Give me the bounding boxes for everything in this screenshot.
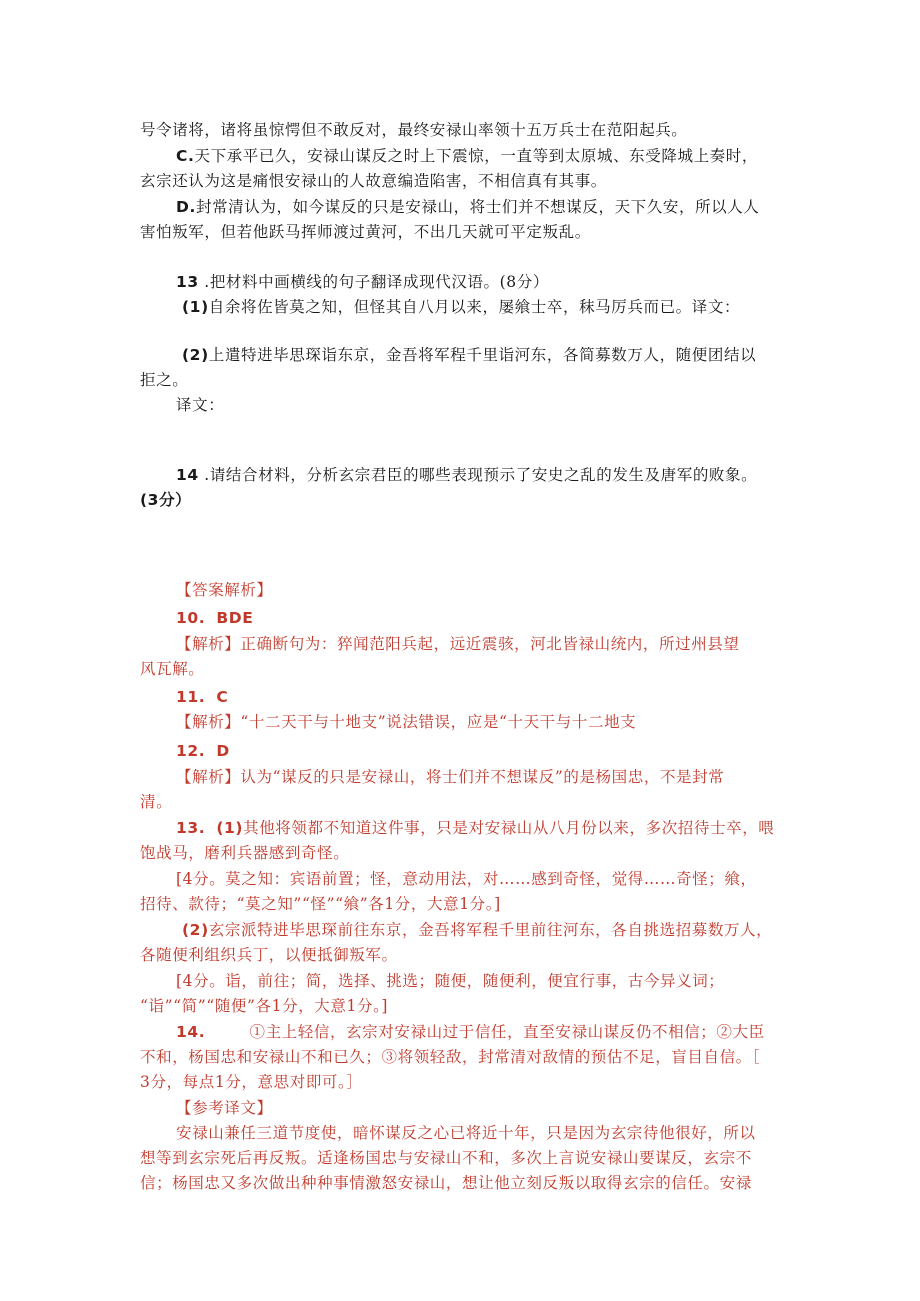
question-13-2-line-2: 拒之。	[140, 371, 189, 389]
question-13-2-translation-label: 译文：	[176, 396, 225, 414]
answer-12-explanation-2: 清。	[140, 793, 173, 811]
question-13-2-number: (2)	[182, 346, 209, 364]
question-13-1-text: 自余将佐皆莫之知，但怪其自八月以来，屡飨士卒，秣马厉兵而已。译文：	[208, 298, 741, 316]
option-c-line-1	[176, 146, 758, 166]
question-13-number: 13	[176, 273, 199, 291]
answer-13-2-number: (2)	[182, 921, 209, 939]
answer-13-1-line-1	[176, 818, 774, 838]
answer-12	[176, 741, 230, 761]
answer-14-line-2: 不和，杨国忠和安禄山不和已久；③将领轻敌，封常清对敌情的预估不足，盲目自信。［	[140, 1048, 761, 1066]
question-13-text: .把材料中画横线的句子翻译成现代汉语。(8分）	[198, 273, 549, 291]
option-d-line-2: 害怕叛军，但若他跃马挥师渡过黄河，不出几天就可平定叛乱。	[140, 223, 591, 241]
reference-translation-header: 【参考译文】	[176, 1099, 273, 1117]
option-b-continuation: 号令诸将，诸将虽惊愕但不敢反对，最终安禄山率领十五万兵士在范阳起兵。	[140, 121, 688, 139]
option-c-text-1: 天下承平已久，安禄山谋反之时上下震惊，一直等到太原城、东受降城上奏时，	[194, 147, 758, 165]
reference-translation-line-3: 信；杨国忠又多次做出种种事情激怒安禄山，想让他立刻反叛以取得玄宗的信任。安禄	[140, 1174, 752, 1192]
answer-11	[176, 687, 228, 707]
answer-13-2-text-1: 玄宗派特进毕思琛前往东京，金吾将军程千里前往河东，各自挑选招募数万人，	[208, 921, 773, 939]
answer-12-explanation-1: 【解析】认为“谋反的只是安禄山，将士们并不想谋反”的是杨国忠，不是封常	[176, 768, 725, 786]
answer-13-1-line-2: 饱战马，磨利兵器感到奇怪。	[140, 844, 350, 862]
answer-13-1-text-1: 其他将领都不知道这件事，只是对安禄山从八月份以来，多次招待士卒，喂	[243, 819, 775, 837]
question-14-text: .请结合材料，分析玄宗君臣的哪些表现预示了安史之乱的发生及唐军的败象。	[198, 466, 758, 484]
option-c-line-2: 玄宗还认为这是痛恨安禄山的人故意编造陷害，不相信真有其事。	[140, 172, 607, 190]
answer-13-1-note-2: 招待、款待；“莫之知”“怪”“飨”各1分，大意1分。]	[140, 895, 501, 913]
answer-10-number: 10.	[176, 609, 206, 627]
reference-translation-line-2: 想等到玄宗死后再反叛。适逢杨国忠与安禄山不和，多次上言说安禄山要谋反，玄宗不	[140, 1149, 752, 1167]
option-d-text-1: 封常清认为，如今谋反的只是安禄山，将士们并不想谋反，天下久安，所以人人	[195, 198, 760, 216]
answer-12-value: D	[216, 742, 230, 760]
question-13-2-text-1: 上遣特进毕思琛诣东京，金吾将军程千里诣河东，各简募数万人，随便团结以	[208, 346, 757, 364]
question-13-2-line-1	[182, 345, 756, 365]
answer-14-line-3: 3分，每点1分，意思对即可。］	[140, 1073, 363, 1091]
reference-translation-line-1: 安禄山兼任三道节度使，暗怀谋反之心已将近十年，只是因为玄宗待他很好，所以	[176, 1124, 756, 1142]
answer-14-line-1	[176, 1022, 765, 1042]
question-13-1	[182, 297, 740, 317]
answer-10-explanation-1: 【解析】正确断句为：猝闻范阳兵起，远近震骇，河北皆禄山统内，所过州县望	[176, 635, 740, 653]
answer-13-1-note-1: [4分。莫之知：宾语前置；怪，意动用法，对……感到奇怪，觉得……奇怪；飨，	[176, 870, 757, 888]
answer-14-text-1: ①主上轻信，玄宗对安禄山过于信任，直至安禄山谋反仍不相信；②大臣	[249, 1023, 765, 1041]
answer-11-explanation: 【解析】“十二天干与十地支”说法错误，应是“十天干与十二地支	[176, 713, 637, 731]
answer-11-number: 11.	[176, 688, 206, 706]
answer-12-number: 12.	[176, 742, 206, 760]
answer-10	[176, 608, 253, 628]
option-c-label: C.	[176, 147, 195, 165]
option-d-label: D.	[176, 198, 196, 216]
answer-header: 【答案解析】	[176, 581, 273, 599]
answer-10-value: BDE	[216, 609, 254, 627]
answer-13-2-line-2: 各随便利组织兵丁，以便抵御叛军。	[140, 946, 398, 964]
question-14-number: 14	[176, 466, 199, 484]
answer-13-2-note-1: [4分。诣，前往；简，选择、挑选；随便，随便利，便宜行事，古今异义词；	[176, 972, 725, 990]
option-d-line-1	[176, 197, 759, 217]
answer-14-number: 14.	[176, 1023, 206, 1041]
answer-13-2-note-2: “诣”“简”“随便”各1分，大意1分。]	[140, 997, 389, 1015]
question-14-score: (3分）	[140, 491, 192, 509]
answer-11-value: C	[216, 688, 229, 706]
question-13-1-number: (1)	[182, 298, 209, 316]
answer-13-number: 13.	[176, 819, 206, 837]
question-13	[176, 272, 549, 292]
answer-13-2-line-1	[182, 920, 772, 940]
answer-13-1-number: (1)	[216, 819, 244, 837]
question-14	[176, 465, 757, 485]
answer-10-explanation-2: 风瓦解。	[140, 660, 205, 678]
